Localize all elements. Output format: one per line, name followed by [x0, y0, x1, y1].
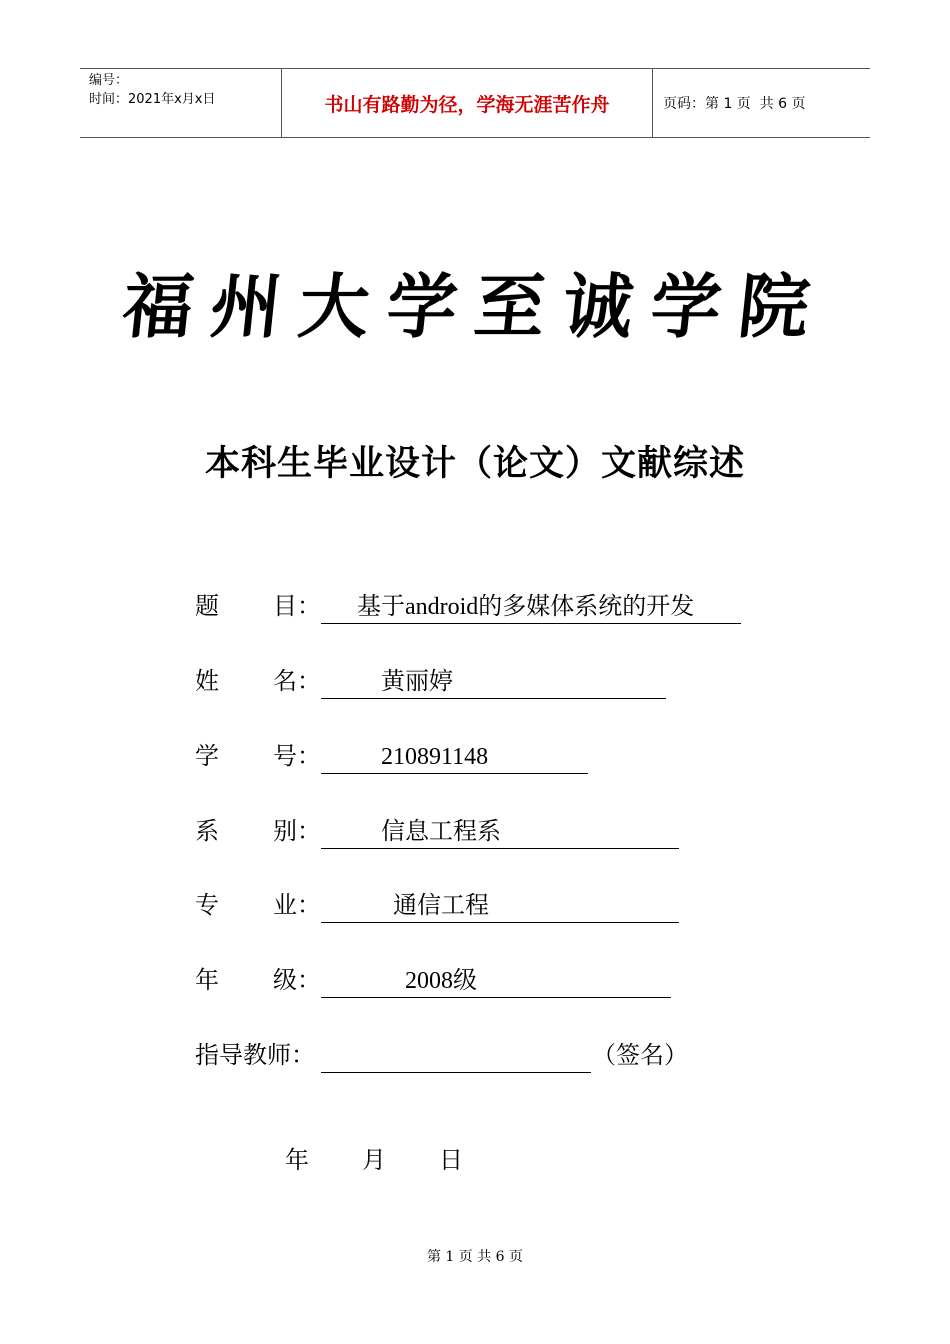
date-day: 日 [439, 1148, 463, 1174]
header-left-cell [80, 69, 281, 137]
student-id-field [195, 740, 489, 774]
grade-field [195, 964, 477, 998]
topic-label-b: 目： [273, 594, 321, 620]
topic-value: 基于android的多媒体系统的开发 [321, 590, 741, 624]
major-field [195, 889, 489, 923]
date-month: 月 [362, 1148, 386, 1174]
time-label: 时间：2021年x月x日 [89, 92, 216, 107]
name-field [195, 665, 453, 699]
major-label-b: 业： [273, 893, 321, 919]
major-value: 通信工程 [321, 889, 679, 923]
grade-label-b: 级： [273, 968, 321, 994]
school-name: 福州大学至诚学院 [118, 265, 832, 348]
advisor-label: 指导教师： [195, 1043, 315, 1069]
date-year: 年 [285, 1148, 309, 1174]
department-value: 信息工程系 [321, 815, 679, 849]
department-label-b: 别： [273, 819, 321, 845]
page-info-text: 页码：第 1 页 共 6 页 [663, 96, 806, 112]
advisor-signature-line[interactable] [321, 1039, 591, 1073]
page-header [80, 68, 870, 138]
advisor-signature-suffix: （签名） [592, 1043, 688, 1069]
document-title: 本科生毕业设计（论文）文献综述 [204, 444, 745, 484]
student-id-label-a: 学 [195, 744, 219, 770]
major-label-a: 专 [195, 893, 219, 919]
department-label-a: 系 [195, 819, 219, 845]
department-field [195, 815, 501, 849]
name-label-a: 姓 [195, 669, 219, 695]
name-label-b: 名： [273, 669, 321, 695]
name-value: 黄丽婷 [321, 665, 666, 699]
page-footer [0, 1246, 950, 1266]
student-id-value: 210891148 [321, 740, 588, 774]
grade-value: 2008级 [321, 964, 671, 998]
header-motto: 书山有路勤为径，学海无涯苦作舟 [281, 69, 653, 137]
header-page-info [653, 69, 870, 137]
grade-label-a: 年 [195, 968, 219, 994]
student-id-label-b: 号： [273, 744, 321, 770]
topic-label-a: 题 [195, 594, 219, 620]
advisor-field [195, 1039, 315, 1073]
footer-page-text: 第 1 页 共 6 页 [426, 1249, 524, 1265]
topic-field [195, 590, 695, 624]
number-label: 编号： [89, 73, 129, 88]
